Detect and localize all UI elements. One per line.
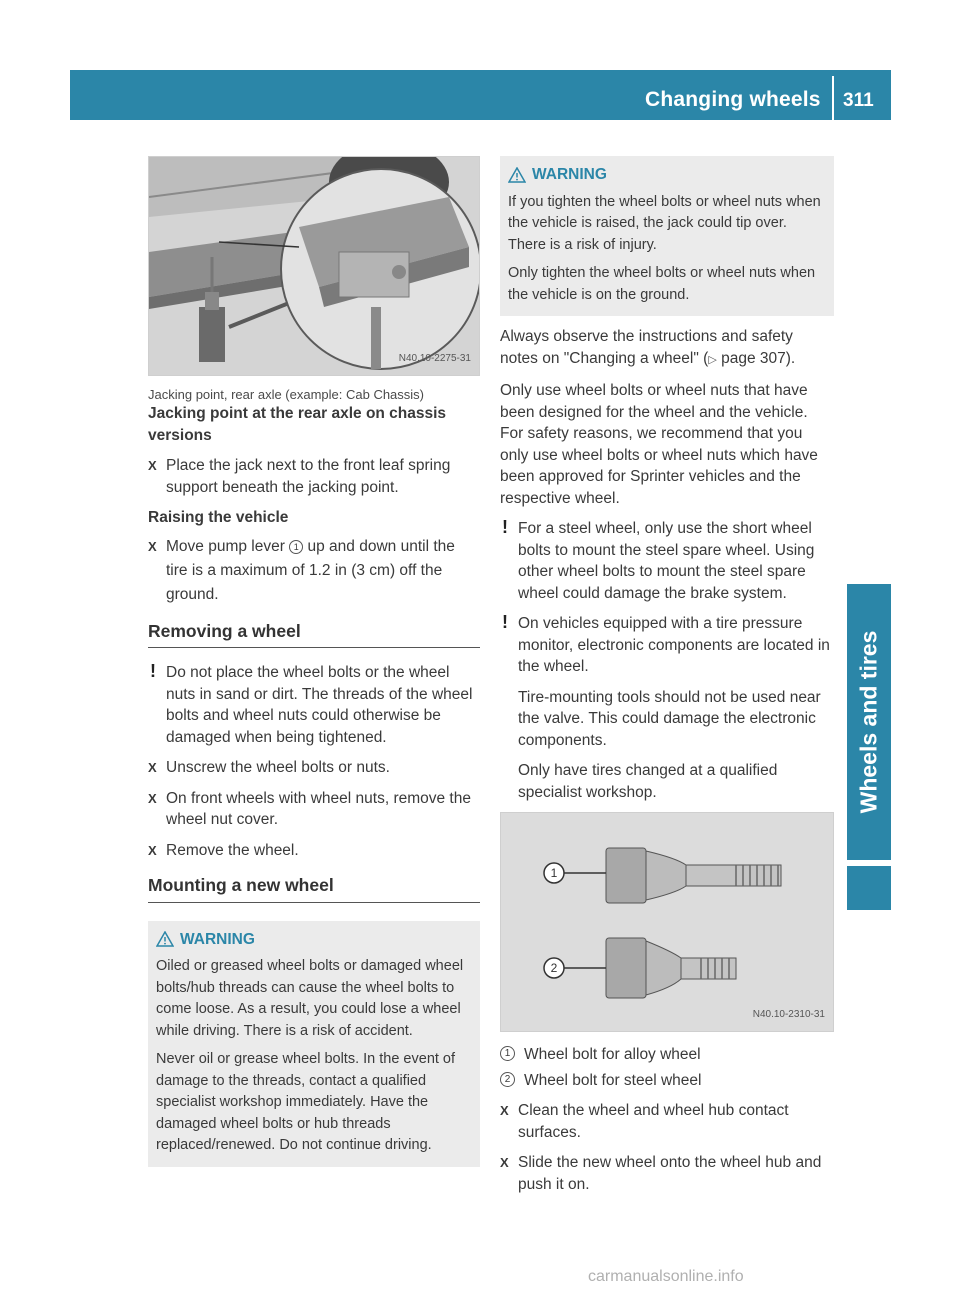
step-arrow-icon: X xyxy=(148,760,157,775)
wheel-bolt-figure xyxy=(500,812,834,1032)
callout-1-icon: 1 xyxy=(289,540,303,554)
page-reference-arrow-icon: ▷ xyxy=(708,353,717,366)
header-divider xyxy=(832,76,834,120)
jacking-point-figure xyxy=(148,156,480,376)
instruction-text: up and down until the tire is a maximum of 1.2 in (3 cm) off the ground. xyxy=(166,537,455,603)
callout-text: Wheel bolt for steel wheel xyxy=(524,1071,702,1089)
caution-note xyxy=(500,613,834,803)
note-text: For a steel wheel, only use the short wheel bolts to mount the steel spare wheel. Using other wheel bolts to mount the steel spare wheel could damage the brake system. xyxy=(518,520,815,602)
instruction-text: On front wheels with wheel nuts, remove the wheel nut cover. xyxy=(166,789,471,828)
step-arrow-icon: X xyxy=(148,842,157,858)
section-heading-removing: Removing a wheel xyxy=(148,621,480,649)
callout-number: 2 xyxy=(500,1072,515,1087)
callout-2-label: 2 xyxy=(550,961,558,975)
warning-box xyxy=(500,156,834,316)
instruction-text: Unscrew the wheel bolts or nuts. xyxy=(166,759,390,776)
callout-legend-item xyxy=(500,1070,834,1092)
page-number: 311 xyxy=(843,90,874,111)
note-text: Do not place the wheel bolts or the wheel nuts in sand or dirt. The threads of the wheel bolts and wheel nuts could otherwise be damaged when being tightened. xyxy=(166,664,473,746)
callout-legend xyxy=(500,1044,834,1091)
figure-caption: Jacking point, rear axle (example: Cab Chassis) xyxy=(148,387,425,402)
callout-number: 1 xyxy=(500,1046,515,1061)
watermark: carmanualsonline.info xyxy=(588,1268,744,1285)
warning-text: If you tighten the wheel bolts or wheel nuts when the vehicle is raised, the jack could tip over. There is a risk of injury. xyxy=(508,193,821,253)
exclamation-icon: ! xyxy=(502,517,508,537)
figure-code: N40.10-2275-31 xyxy=(398,352,471,364)
section-heading-mounting: Mounting a new wheel xyxy=(148,875,480,903)
chapter-side-marker xyxy=(847,866,891,910)
caution-note xyxy=(148,662,480,748)
instruction-step xyxy=(148,840,480,862)
warning-label: WARNING xyxy=(180,930,255,948)
jacking-subheading: Jacking point at the rear axle on chassis versions xyxy=(148,405,447,444)
instruction-text: Move pump lever xyxy=(166,537,290,555)
warning-triangle-icon xyxy=(508,167,526,183)
instruction-text: Place the jack next to the front leaf spring support beneath the jacking point. xyxy=(166,457,451,496)
callout-legend-item xyxy=(500,1044,834,1066)
instruction-step xyxy=(500,1100,834,1143)
paragraph xyxy=(500,326,834,371)
exclamation-icon: ! xyxy=(150,661,156,681)
note-text: Only have tires changed at a qualified specialist workshop. xyxy=(518,762,778,801)
callout-1-label: 1 xyxy=(550,866,558,880)
wheel-bolts-illustration xyxy=(501,813,834,1032)
callout-text: Wheel bolt for alloy wheel xyxy=(524,1046,701,1063)
warning-text: Never oil or grease wheel bolts. In the event of damage to the threads, contact a qualified specialist workshop immediately. Have the damaged wheel bolts or hub threads replaced/renewed. Do not continue driving. xyxy=(156,1051,456,1153)
right-column xyxy=(500,156,834,1204)
warning-text: Oiled or greased wheel bolts or damaged wheel bolts/hub threads can cause the wheel bolts to come loose. As a result, you could lose a wheel while driving. There is a risk of accident. xyxy=(156,958,464,1039)
step-arrow-icon: X xyxy=(148,458,157,473)
left-column xyxy=(148,156,480,1167)
step-arrow-icon: X xyxy=(148,790,157,806)
instruction-step xyxy=(148,535,480,607)
instruction-text: Remove the wheel. xyxy=(166,841,299,859)
instruction-step xyxy=(148,788,480,831)
step-arrow-icon: X xyxy=(500,1103,509,1118)
instruction-text: Clean the wheel and wheel hub contact surfaces. xyxy=(518,1102,789,1141)
caution-note xyxy=(500,518,834,604)
note-text: Tire-mounting tools should not be used near the valve. This could damage the electronic components. xyxy=(518,688,821,749)
warning-header xyxy=(508,164,826,186)
jacking-point-illustration xyxy=(149,157,480,376)
raising-subheading: Raising the vehicle xyxy=(148,509,289,526)
page-title: Changing wheels xyxy=(645,88,821,111)
warning-header xyxy=(156,929,472,951)
instruction-text: Slide the new wheel onto the wheel hub and push it on. xyxy=(518,1154,822,1193)
warning-text: Only tighten the wheel bolts or wheel nuts when the vehicle is on the ground. xyxy=(508,265,816,303)
instruction-step xyxy=(148,757,480,779)
paragraph-text: Always observe the instructions and safety notes on "Changing a wheel" ( xyxy=(500,328,793,367)
warning-triangle-icon xyxy=(156,931,174,947)
note-text: On vehicles equipped with a tire pressure monitor, electronic components are located in the wheel. xyxy=(518,615,830,675)
step-arrow-icon: X xyxy=(148,538,157,554)
exclamation-icon: ! xyxy=(502,612,508,632)
instruction-step xyxy=(500,1152,834,1195)
chapter-side-tab-label: Wheels and tires xyxy=(855,630,882,814)
warning-box xyxy=(148,921,480,1167)
instruction-step xyxy=(148,455,480,498)
step-arrow-icon: X xyxy=(500,1155,509,1170)
warning-label: WARNING xyxy=(532,166,607,183)
page-reference-link[interactable]: page 307). xyxy=(716,349,796,367)
figure-code: N40.10-2310-31 xyxy=(752,1008,825,1020)
paragraph: Only use wheel bolts or wheel nuts that have been designed for the wheel and the vehicle. For safety reasons, we recommend that you only use wheel bolts or wheel nuts which have been approved for Sprinter vehicles and the respective wheel. xyxy=(500,382,818,507)
